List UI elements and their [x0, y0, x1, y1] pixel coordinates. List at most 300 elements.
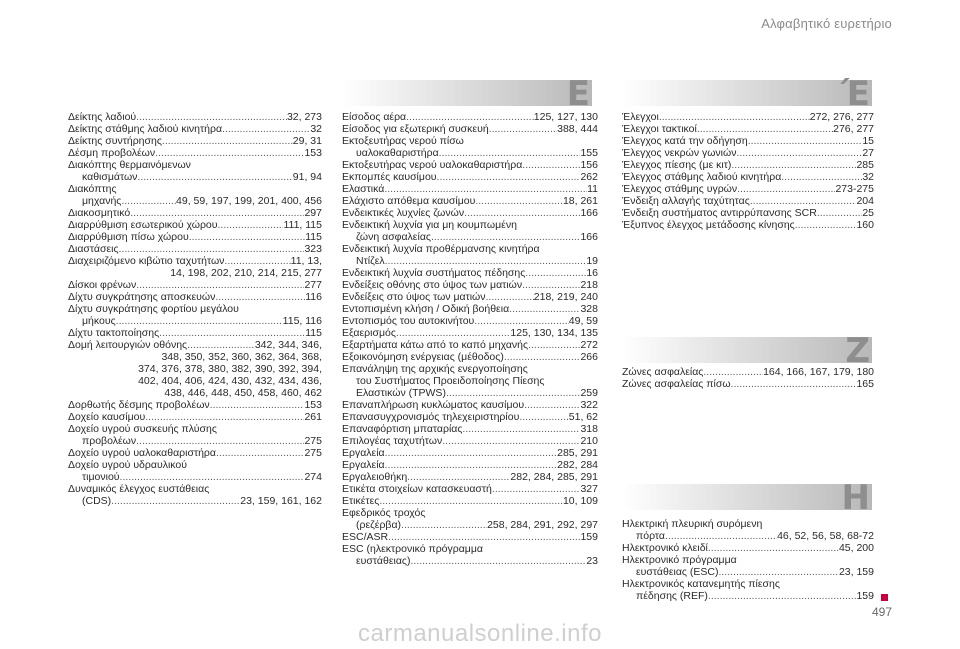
index-entry-pages: 19: [586, 255, 598, 267]
index-entry-term: Δυναμικός έλεγχος ευστάθειας: [68, 483, 210, 495]
index-entry-subterm: πόρτα: [636, 530, 665, 542]
index-entry-pages: 10, 109: [562, 495, 598, 507]
page-header-title: Αλφαβητικό ευρετήριο: [761, 16, 892, 31]
dot-leader: [137, 171, 292, 183]
index-entry-term: Δίχτυ τακτοποίησης: [68, 327, 160, 339]
index-entry-term: Δοχείο υγρού συσκευής πλύσης: [68, 423, 217, 435]
index-entry-term: Ελαστικά: [342, 183, 385, 195]
dot-leader: [385, 447, 557, 459]
index-entry-line: [622, 183, 874, 195]
index-entry-line: [342, 147, 598, 159]
index-entry-line: [342, 471, 598, 483]
index-entry-pages: 261: [304, 411, 322, 423]
index-entry-term: Ετικέτες: [342, 495, 380, 507]
dot-leader: [136, 435, 304, 447]
dot-leader: [665, 530, 777, 542]
dot-leader: [385, 459, 557, 471]
dot-leader: [410, 555, 586, 567]
index-entry-term: Δοχείο υγρού υαλοκαθαριστήρα: [68, 447, 216, 459]
index-entry: [342, 495, 598, 507]
index-entry-pages: 11, 13,: [290, 255, 322, 267]
index-entry-pages: 32, 273: [286, 111, 322, 123]
dot-leader: [222, 123, 310, 135]
index-entry-term: Εκπομπές καυσίμου: [342, 171, 437, 183]
index-entry-pages: 210: [580, 435, 598, 447]
index-entry: [68, 255, 322, 279]
index-entry-line: [68, 219, 322, 231]
index-entry-line: [342, 231, 598, 243]
dot-leader: [446, 387, 581, 399]
index-entry-pages: 274: [304, 471, 322, 483]
index-entry-pages: 273-275: [835, 183, 874, 195]
index-entry-pages: 32: [862, 171, 874, 183]
index-entry-subterm: καθισμάτων: [82, 171, 138, 183]
index-entry-pages: 166: [580, 231, 598, 243]
index-entry-term: Διαρρύθμιση πίσω χώρου: [68, 231, 189, 243]
index-entry-term: Ζώνες ασφαλείας: [622, 366, 704, 378]
index-entry-pages: 328: [580, 303, 598, 315]
index-entry: [342, 339, 598, 351]
index-entry-pages: 23: [586, 555, 598, 567]
index-entry-pages: 153: [304, 399, 322, 411]
index-entry-line: [68, 195, 322, 207]
index-entry-term: Ηλεκτρονικό πρόγραμμα: [622, 554, 737, 566]
index-entry-term: Δορθωτής δέσμης προβολέων: [68, 399, 210, 411]
index-entry-term: Έλεγχος πίεσης (με κιτ): [622, 159, 732, 171]
dot-leader: [439, 147, 581, 159]
dot-leader: [781, 171, 862, 183]
index-entry-line: [68, 111, 322, 123]
index-entry: [622, 111, 874, 123]
index-entry-term: Δείκτης λαδιού: [68, 111, 137, 123]
index-entry-term: Διαστάσεις: [68, 243, 119, 255]
index-entry-term: Έλεγχος στάθμης λαδιού κινητήρα: [622, 171, 782, 183]
index-entry-subterm: ζώνη ασφαλείας: [356, 231, 431, 243]
index-entry-subterm: ευστάθειας (ESC): [636, 566, 719, 578]
section-banner-z: [622, 331, 872, 371]
dot-leader: [384, 183, 587, 195]
dot-leader: [718, 566, 838, 578]
index-entry-term: Διακόπτης θερμαινόμενων: [68, 159, 191, 171]
index-entry-term: Επανασυγχρονισμός τηλεχειριστηρίου: [342, 411, 520, 423]
index-entry-line: [622, 111, 874, 123]
index-entry: [68, 231, 322, 243]
dot-leader: [155, 147, 304, 159]
index-column-delta: [68, 111, 322, 507]
index-entry-pages: 275: [304, 447, 322, 459]
index-entry: [342, 363, 598, 399]
index-entry: [342, 543, 598, 567]
index-column-zeta: [622, 366, 874, 390]
index-entry-pages: 262: [580, 171, 598, 183]
index-entry-pages: 49, 59: [568, 315, 598, 327]
index-entry-line: [68, 123, 322, 135]
index-entry: [342, 459, 598, 471]
index-entry-pages: 277: [304, 279, 322, 291]
index-entry-line: [342, 435, 598, 447]
index-entry-pages: 15: [862, 135, 874, 147]
dot-leader: [731, 378, 857, 390]
index-entry-line: [342, 123, 598, 135]
index-entry-pages: 166: [580, 207, 598, 219]
index-entry: [622, 219, 874, 231]
index-entry-pages-continued: 374, 376, 378, 380, 382, 390, 392, 394,: [138, 363, 322, 375]
index-entry-term: Εντοπισμός του αυτοκινήτου: [342, 315, 475, 327]
index-entry-term: Ένδειξη αλλαγής ταχύτητας: [622, 195, 750, 207]
index-entry: [68, 207, 322, 219]
dot-leader: [406, 111, 534, 123]
index-entry-term: Διακόπτης: [68, 183, 117, 195]
index-entry-line: [68, 315, 322, 327]
index-entry-line: [622, 135, 874, 147]
index-entry-term: Έλεγχος στάθμης υγρών: [622, 183, 738, 195]
index-entry: [342, 111, 598, 123]
index-entry-pages: 285: [856, 159, 874, 171]
index-entry-term: Έλεγχοι τακτικοί: [622, 123, 697, 135]
dot-leader: [750, 195, 857, 207]
index-entry-term: Επανάληψη της αρχικής ενεργοποίησης: [342, 363, 528, 375]
index-entry-line: [342, 255, 598, 267]
index-entry-line: [342, 207, 598, 219]
dot-leader: [396, 327, 510, 339]
index-entry-term: Ενδεικτική λυχνία για μη κουμπωμένη: [342, 219, 517, 231]
dot-leader: [218, 219, 284, 231]
dot-leader: [437, 171, 581, 183]
dot-leader: [116, 315, 283, 327]
dot-leader: [130, 207, 304, 219]
index-entry-line: [68, 243, 322, 255]
index-entry: [68, 327, 322, 339]
index-entry-line: [342, 315, 598, 327]
index-entry-line: [68, 447, 322, 459]
index-entry: [622, 578, 874, 602]
dot-leader: [111, 495, 240, 507]
index-entry-pages: 218, 219, 240: [533, 291, 598, 303]
index-entry: [342, 159, 598, 171]
index-entry: [342, 327, 598, 339]
dot-leader: [504, 351, 581, 363]
index-entry-subterm: Ελαστικών (TPWS): [356, 387, 446, 399]
index-entry-term: Δίχτυ συγκράτησης αποσκευών: [68, 291, 216, 303]
index-entry: [622, 183, 874, 195]
index-entry-pages: 49, 59, 197, 199, 201, 400, 456: [176, 195, 322, 207]
index-entry: [342, 351, 598, 363]
index-entry-term: Δείκτης συντήρησης: [68, 135, 162, 147]
index-entry-term: Ενδείξεις οθόνης στο ύψος των ματιών: [342, 279, 523, 291]
dot-leader: [525, 267, 586, 279]
index-entry-line: [68, 291, 322, 303]
page-number: 497: [871, 605, 892, 619]
index-entry-pages: 164, 166, 167, 179, 180: [763, 366, 874, 378]
index-entry-pages: 16: [586, 267, 598, 279]
index-entry-term: Δέσμη προβολέων: [68, 147, 156, 159]
index-entry: [622, 171, 874, 183]
dot-leader: [703, 366, 763, 378]
index-entry-subterm: τιμονιού: [82, 471, 120, 483]
index-entry-line: [622, 590, 874, 602]
index-entry-term: Δείκτης στάθμης λαδιού κινητήρα: [68, 123, 223, 135]
index-entry-subterm: (ρεζέρβα): [356, 519, 402, 531]
index-entry: [342, 315, 598, 327]
index-entry: [342, 435, 598, 447]
index-entry-line: [342, 399, 598, 411]
dot-leader: [136, 279, 304, 291]
index-entry-pages: 327: [580, 483, 598, 495]
index-entry: [342, 471, 598, 483]
index-entry-term: Ετικέτα στοιχείων κατασκευαστή: [342, 483, 492, 495]
index-entry-line: [68, 411, 322, 423]
index-entry-line: [622, 542, 874, 554]
index-entry: [622, 195, 874, 207]
index-entry-pages: 160: [856, 219, 874, 231]
index-entry: [622, 159, 874, 171]
dot-leader: [385, 255, 587, 267]
index-entry: [342, 135, 598, 159]
index-entry-line: [342, 459, 598, 471]
index-entry: [68, 459, 322, 483]
dot-leader: [489, 123, 557, 135]
index-entry-line: [68, 495, 322, 507]
index-entry-pages: 46, 52, 56, 58, 68-72: [777, 530, 874, 542]
index-entry-subterm: Ντίζελ: [356, 255, 385, 267]
index-entry-line: [622, 566, 874, 578]
index-entry-term: Επαναπλήρωση κυκλώματος καυσίμου: [342, 399, 525, 411]
index-entry-pages: 165: [856, 378, 874, 390]
dot-leader: [731, 159, 856, 171]
index-entry-term: Έλεγχος κατά την οδήγηση: [622, 135, 748, 147]
index-entry-term: Δοχείο καυσίμου: [68, 411, 146, 423]
index-entry-line: [622, 219, 874, 231]
index-entry-line: [342, 447, 598, 459]
section-letter-z: Z: [845, 331, 870, 371]
index-entry: [68, 123, 322, 135]
section-banner-e: [342, 74, 592, 114]
index-entry-term: Επαναφόρτιση μπαταρίας: [342, 423, 463, 435]
dot-leader: [737, 183, 835, 195]
index-entry: [622, 123, 874, 135]
index-entry-term: Εκτοξευτήρας νερού πίσω: [342, 135, 464, 147]
index-entry: [342, 123, 598, 135]
index-entry: [68, 279, 322, 291]
section-banner-h: [622, 478, 872, 518]
dot-leader: [187, 339, 255, 351]
index-entry-pages: 45, 200: [838, 542, 874, 554]
index-entry-pages: 125, 130, 134, 135: [510, 327, 598, 339]
index-entry: [342, 243, 598, 267]
index-entry-pages: 153: [304, 147, 322, 159]
index-entry-term: Εντοπισμένη κλήση / Οδική βοήθεια: [342, 303, 510, 315]
index-entry: [342, 399, 598, 411]
index-entry: [342, 195, 598, 207]
index-entry-term: Είσοδος για εξωτερική συσκευή: [342, 123, 489, 135]
index-entry-pages: 282, 284, 285, 291: [510, 471, 598, 483]
index-entry: [342, 291, 598, 303]
index-entry: [68, 411, 322, 423]
index-entry: [68, 135, 322, 147]
dot-leader: [379, 495, 563, 507]
index-entry-term: Ηλεκτρονικός κατανεμητής πίεσης: [622, 578, 780, 590]
index-entry: [342, 279, 598, 291]
index-entry-line: [68, 231, 322, 243]
watermark: carmanualsonline.info: [358, 620, 602, 647]
dot-leader: [121, 195, 176, 207]
index-entry-line: [68, 399, 322, 411]
dot-leader: [474, 315, 569, 327]
index-entry: [68, 339, 322, 399]
index-entry-term: Δίσκοι φρένων: [68, 279, 137, 291]
index-entry-pages-continued: 14, 198, 202, 210, 214, 215, 277: [170, 267, 322, 279]
index-entry-pages: 115: [305, 327, 322, 339]
index-entry-term: Εξοικονόμηση ενέργειας (μέθοδος): [342, 351, 504, 363]
dot-leader: [736, 147, 862, 159]
index-entry-line: [622, 123, 874, 135]
index-entry-line: [68, 471, 322, 483]
index-entry-pages: 276, 277: [833, 123, 874, 135]
index-entry-pages: 272, 276, 277: [809, 111, 874, 123]
dot-leader: [519, 411, 568, 423]
dot-leader: [224, 255, 290, 267]
index-entry-pages: 259: [580, 387, 598, 399]
index-entry-subterm: μηχανής: [82, 195, 122, 207]
index-entry-pages: 266: [580, 351, 598, 363]
index-entry-term: Δίχτυ συγκράτησης φορτίου μεγάλου: [68, 303, 239, 315]
index-entry: [622, 366, 874, 378]
dot-leader: [119, 243, 305, 255]
index-entry-pages: 272: [580, 339, 598, 351]
index-entry-line: [68, 135, 322, 147]
index-entry-line: [68, 147, 322, 159]
index-entry-term: Εφεδρικός τροχός: [342, 507, 426, 519]
index-entry: [68, 303, 322, 327]
dot-leader: [659, 111, 810, 123]
index-entry: [342, 219, 598, 243]
index-entry-term-continued: του Συστήματος Προειδοποίησης Πίεσης: [356, 375, 545, 387]
index-entry-line: [342, 411, 598, 423]
index-entry-term: Εργαλεία: [342, 447, 385, 459]
index-entry: [342, 447, 598, 459]
index-entry-pages-continued: 402, 404, 406, 424, 430, 432, 434, 436,: [138, 375, 322, 387]
index-entry-term: Έξυπνος έλεγχος μετάδοσης κίνησης: [622, 219, 795, 231]
dot-leader: [817, 207, 863, 219]
index-entry-pages: 155: [580, 147, 598, 159]
index-entry: [342, 207, 598, 219]
index-entry-term: ESC/ASR: [342, 531, 389, 543]
index-entry-term: Εργαλεία: [342, 459, 385, 471]
index-column-eta: [622, 518, 874, 602]
index-entry-line: [342, 195, 598, 207]
index-entry-term: Δοχείο υγρού υδραυλικού: [68, 459, 187, 471]
index-entry-line: [342, 483, 598, 495]
index-entry-term: Εκτοξευτήρας νερού υαλοκαθαριστήρα: [342, 159, 523, 171]
dot-leader: [159, 327, 305, 339]
index-entry-pages: 23, 159, 161, 162: [240, 495, 322, 507]
dot-leader: [748, 135, 863, 147]
index-entry: [68, 219, 322, 231]
index-entry: [622, 554, 874, 578]
index-entry-pages: 322: [580, 399, 598, 411]
index-entry-line: [342, 279, 598, 291]
index-entry-subterm: προβολέων: [82, 435, 137, 447]
dot-leader: [524, 399, 580, 411]
index-entry-line: [342, 339, 598, 351]
index-entry: [68, 159, 322, 183]
index-entry-term: Εξαρτήματα κάτω από το καπό μηχανής: [342, 339, 529, 351]
index-entry: [68, 147, 322, 159]
index-entry-term: Ηλεκτρική πλευρική συρόμενη: [622, 518, 763, 530]
index-entry-line: [342, 303, 598, 315]
index-entry-subterm: υαλοκαθαριστήρα: [356, 147, 439, 159]
index-entry-line: [68, 279, 322, 291]
dot-leader: [145, 411, 304, 423]
index-entry: [622, 207, 874, 219]
index-entry-pages: 32: [310, 123, 322, 135]
index-entry-subterm: (CDS): [82, 495, 112, 507]
index-entry-term: Ηλεκτρονικό κλειδί: [622, 542, 708, 554]
dot-leader: [136, 111, 287, 123]
index-entry-pages: 29, 31: [292, 135, 322, 147]
index-entry: [342, 303, 598, 315]
dot-leader: [401, 519, 487, 531]
section-letter-h: H: [841, 478, 870, 518]
index-entry-term: Ένδειξη συστήματος αντιρρύπανσης SCR: [622, 207, 817, 219]
index-entry-term: Ενδείξεις στο ύψος των ματιών: [342, 291, 486, 303]
index-entry-line: [342, 183, 598, 195]
section-letter-e: E: [566, 74, 590, 114]
index-entry-term: ESC (ηλεκτρονικό πρόγραμμα: [342, 543, 483, 555]
index-entry-pages: 282, 284: [557, 459, 598, 471]
dot-leader: [462, 423, 580, 435]
dot-leader: [442, 435, 580, 447]
dot-leader: [522, 159, 580, 171]
index-entry-line: [342, 555, 598, 567]
dot-leader: [464, 207, 580, 219]
index-entry-line: [342, 327, 598, 339]
index-entry-line: [622, 366, 874, 378]
index-entry-pages: 204: [856, 195, 874, 207]
index-entry-subterm: πέδησης (REF): [636, 590, 708, 602]
dot-leader: [509, 303, 580, 315]
index-entry-pages: 297: [304, 207, 322, 219]
index-entry-pages-continued: 348, 350, 352, 360, 362, 364, 368,: [161, 351, 322, 363]
dot-leader: [216, 447, 304, 459]
index-entry: [68, 447, 322, 459]
index-entry-pages: 318: [580, 423, 598, 435]
index-entry-pages-continued: 438, 446, 448, 450, 458, 460, 462: [164, 387, 322, 399]
index-entry: [342, 423, 598, 435]
dot-leader: [708, 590, 857, 602]
index-entry-term: Έλεγχοι: [622, 111, 659, 123]
dot-leader: [120, 471, 305, 483]
index-entry-term: Διακοσμητικό: [68, 207, 131, 219]
index-entry-line: [622, 207, 874, 219]
index-entry-pages: 115, 116: [282, 315, 322, 327]
index-entry-line: [622, 195, 874, 207]
index-entry-line: [622, 378, 874, 390]
index-entry-term: Είσοδος αέρα: [342, 111, 407, 123]
index-entry-line: [68, 255, 322, 267]
index-entry-line: [342, 291, 598, 303]
index-entry-line: [342, 387, 598, 399]
index-entry-pages: 218: [580, 279, 598, 291]
page-marker: [881, 594, 888, 601]
index-entry-line: [342, 519, 598, 531]
index-entry-term: Επιλογέας ταχυτήτων: [342, 435, 443, 447]
index-entry-line: [342, 531, 598, 543]
index-entry-pages: 11: [587, 183, 598, 195]
index-entry: [68, 243, 322, 255]
index-entry-term: Διαχειριζόμενο κιβώτιο ταχυτήτων: [68, 255, 225, 267]
index-entry: [68, 183, 322, 207]
